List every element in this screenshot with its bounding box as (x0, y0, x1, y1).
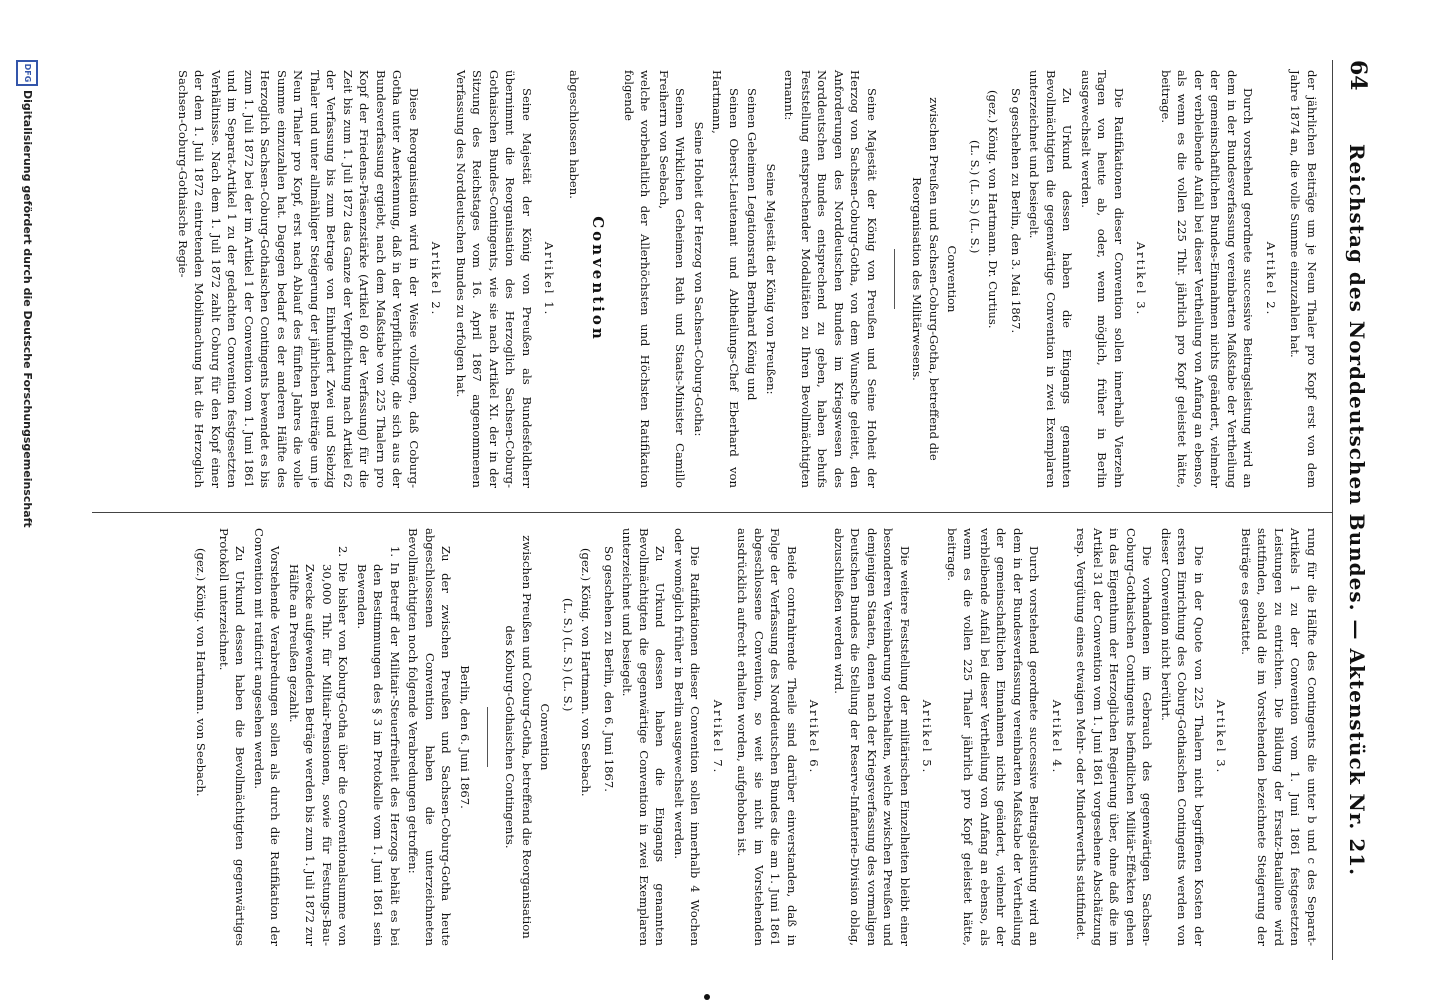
paragraph: Seine Majestät der König von Preußen und Seine Hoheit der Herzog von Sachsen-Coburg-Gotha, von dem Wunsche geleitet, den Anforderungen des Norddeutschen Bundes im Kriegswesen des Norddeutschen Bundes entsprechend zu geben, haben behufs Feststellung entsprechender Modalitäten zu Ihren Bevollmächtigten ernannt: (782, 70, 879, 488)
agreement-list (286, 528, 404, 946)
protocol-date: Berlin, den 6. Juni 1867. (458, 665, 472, 809)
paragraph: Die Ratifikationen dieser Convention sollen innerhalb Vierzehn Tagen von heute ab, oder, wenn möglich, früher in Berlin ausgewechselt werden. (1079, 70, 1126, 488)
delegate: Seinen Wirklichen Geheimen Rath und Staats-Minister Camillo Freiherrn von Seebach, (657, 70, 688, 488)
delegate: Seinen Oberst-Lieutenant und Abtheilungs-Chef Eberhard von Hartmann, (710, 70, 741, 488)
article-heading: Artikel 2. (1264, 241, 1278, 317)
paragraph: Durch vorstehend geordnete successive Beitragsleistung wird an dem in der Bundesverfassung vereinbarten Maßstabe der Vertheilung der gemeinschaftlichen Einnahmen nichts geändert, vielmehr der verbleibende Aufall bei dieser Vertheilung von Anfang an ebenso, als wenn es die vollen 225 Thaler jährlich pro Kopf geleistet hätte, beitrage. (945, 528, 1042, 946)
paragraph: Die weitere Feststellung der militärischen Einzelheiten bleibt einer besonderen Vereinbarung vorbehalten, welche zwischen Preußen und demjenigen Staaten, denen nach der Kriegsverfassung des vormaligen Deutschen Bundes die Stellung der Reserve-Infanterie-Division oblag, abzuschließen werden wird. (832, 528, 912, 946)
dfg-logo: DFG (16, 60, 38, 86)
page-number: 64 (1345, 60, 1371, 91)
paragraph: Zu Urkund dessen haben die Eingangs genannten Bevollmächtigten die gegenwärtige Convention in zwei Exemplaren unterzeichnet und besiegelt. (620, 528, 668, 946)
running-title: Reichstag des Norddeutschen Bundes. — Aktenstück Nr. 21. (1345, 143, 1369, 877)
section-rule (894, 249, 895, 309)
article-heading: Artikel 1. (542, 241, 557, 317)
convention-heading: Convention (538, 703, 553, 771)
article-heading: Artikel 3. (1134, 241, 1149, 317)
signing-date: So geschehen zu Berlin, den 3. Mai 1867. (1009, 88, 1023, 334)
paragraph: rung für die Hälfte des Contingents die unter b und c des Separat-Artikels 1 zu der Convention vom 1. Juni 1861 festgesetzten Leistungen zu entrichten. Die Bildung der Ersatz-Bataillone wird stattfinden, sobald die im Vorstehenden bezeichnete Steigerung der Beiträge es gestattet. (1239, 528, 1319, 946)
party-heading: Seine Majestät der König von Preußen: (764, 163, 778, 395)
paragraph: Zu Urkund dessen haben die Bevollmächtigten gegenwärtiges Protokoll unterzeichnet. (217, 528, 248, 946)
article-heading: Artikel 5. (920, 699, 935, 775)
article-heading: Artikel 2. (429, 241, 444, 317)
paragraph: Die Ratifikationen dieser Convention sollen innerhalb 4 Wochen oder womöglich früher in Berlin ausgewechselt werden. (672, 528, 703, 946)
signatures: (gez.) König. von Hartmann. von Seebach. (579, 548, 594, 797)
paragraph: Durch vorstehend geordnete successive Beitragsleistung wird an dem in der Bundesverfassung vereinbarten Maßstabe der Vertheilung der gemeinschaftlichen Bundes-Einnahmen nichts geändert, vielmehr der verbleibende Aufall bei dieser Vertheilung von Anfang an ebenso, als wenn es die vollen 225 Thlr. jährlich pro Kopf geleistet hätte, beitrage. (1159, 70, 1256, 488)
list-item: 1. In Betreff der Militair-Steuerfreiheit des Herzogs behält es bei den Bestimmungen des § 3 im Protokolle vom 1. Juni 1861 sein Bewenden. (355, 546, 402, 946)
paragraph: Seine Majestät der König von Preußen als Bundesfeldherr übernimmt die Reorganisation des Herzoglich Sachsen-Coburg-Gothaischen Bundes-Contingents, wie sie nach Artikel XI. der in der Sitzung des Reichstages vom 16. April 1867 angenommenen Verfassung des Norddeutschen Bundes zu erfolgen hat. (454, 70, 534, 488)
seal-marks: (L. S.) (L. S.) (L. S.) (561, 598, 575, 712)
paragraph: Beide contrahirende Theile sind darüber einverstanden, daß in Folge der Verfassung des Norddeutschen Bundes die am 1. Juni 1861 abgeschlossene Convention, so weit sie nicht im Vorstehenden ausdrücklich aufrecht erhalten worden, aufgehoben ist. (735, 528, 799, 946)
right-column (193, 528, 1320, 946)
digitization-credit: Digitalisierung gefördert durch die Deutsche Forschungsgemeinschaft (21, 90, 34, 528)
signatures: (gez.) König. von Hartmann. Dr. Curtius. (986, 90, 1001, 329)
convention-title: Convention (589, 216, 608, 342)
convention-heading: Convention (945, 245, 960, 313)
ink-speck (704, 994, 710, 1000)
article-heading: Artikel 4. (1050, 699, 1064, 775)
section-rule (487, 707, 488, 767)
convention-subject: zwischen Preußen und Sachsen-Coburg-Gotha, betreffend die Reorganisation des Militärwesens. (910, 97, 941, 461)
paragraph: Die in der Quote von 225 Thalern nicht begriffenen Kosten der ersten Einrichtung des Coburg-Gothaischen Contingents werden von dieser Convention nicht berührt. (1159, 528, 1206, 946)
paragraph: Diese Reorganisation wird in der Weise vollzogen, daß Coburg-Gotha unter Anerkennung, daß in der Verpflichtung, die sich aus der Bundesverfassung ergiebt, nach dem Maßstabe von 225 Thalern pro Kopf der Friedens-Präsenzstärke (Artikel 60 der Verfassung) für die Zeit bis zum 1. Juli 1872 das Ganze der Verpflichtung nach Artikel 62 der Verfassung bis zum Betrage von Einhundert Zwei und Siebzig Thaler und unter allmähliger Steigerung der jährlichen Beiträge um je Neun Thaler pro Kopf, erst nach Ablauf des fünften Jahres die volle Summe einzuzahlen hat. Dagegen bedarf es der anderen Hälfte des Herzoglich Sachsen-Coburg-Gothaischen Contingents bewendet es bis zum 1. Juli 1872 bei der im Artikel 1 der Convention vom 1. Juni 1861 und im Separat-Artikel 1 zu der gedachten Convention festgesetzten Verhältnisse. Nach dem 1. Juli 1872 zahlt Coburg für den Kopf einer der dem 1. Juli 1872 eintretenden Mobilmachung hat die Herzoglich Sachsen-Coburg-Gothaische Regie- (176, 70, 421, 488)
page-header (1332, 60, 1377, 960)
article-heading: Artikel 6. (807, 699, 822, 775)
paragraph: Vorstehende Verabredungen sollen als durch die Ratifikation der Convention mit ratificirt angesehen werden. (252, 528, 283, 946)
seal-marks: (L. S.) (L. S.) (L. S.) (968, 140, 982, 254)
article-heading: Artikel 3. (1214, 699, 1229, 775)
paragraph: abgeschlossen haben. (567, 70, 581, 199)
paragraph: welche vorbehaltlich der Allerhöchsten und Höchsten Ratifikation folgende (622, 70, 653, 488)
paragraph: Zu der zwischen Preußen und Sachsen-Coburg-Gotha heute abgeschlossenen Convention haben die unterzeichneten Bevollmächtigten noch folgende Verabredungen getroffen: (406, 528, 454, 946)
paragraph: der jährlichen Beiträge um je Neun Thaler pro Kopf erst von dem Jahre 1874 an, die volle Summe einzuzahlen hat. (1288, 70, 1319, 488)
list-item: 2. Die bisher von Koburg-Gotha über die Conventionalsumme von 30,000 Thlr. für Militair-Pensionen, sowie für Festungs-Bau-Zwecke aufgewendeten Beträge werden bis zum 1. Juli 1872 zur Hälfte an Preußen gezahlt. (287, 546, 351, 946)
convention-subject: zwischen Preußen und Coburg-Gotha, betreffend die Reorganisation des Koburg-Gothaischen Contingents. (503, 535, 534, 939)
delegate: Seinen Geheimen Legationsrath Bernhard König und (745, 88, 760, 401)
article-heading: Artikel 7. (711, 699, 725, 775)
signing-date: So geschehen zu Berlin, den 6. Juni 1867. (602, 546, 616, 792)
left-column (173, 70, 1321, 488)
signatures: (gez.) König. von Hartmann. von Seebach. (194, 548, 209, 797)
column-divider (92, 512, 1332, 513)
paragraph: Die vorhandenen im Gebrauch des gegenwärtigen Sachsen-Coburg-Gothaischen Contingents befindlichen Militär-Effekten gehen in das Eigenthum der Herzoglichen Regierung über, ohne daß die im Artikel 31 der Convention vom 1. Juni 1861 vorgesehene Abschätzung resp. Vergütung eines etwaigen Mehr- oder Minderwerths stattfindet. (1074, 528, 1155, 946)
paragraph: Zu Urkund dessen haben die Eingangs genannten Bevollmächtigten die gegenwärtige Convention in zwei Exemplaren unterzeichnet und besiegelt. (1027, 70, 1075, 488)
party-heading: Seine Hoheit der Herzog von Sachsen-Coburg-Gotha: (692, 121, 706, 437)
